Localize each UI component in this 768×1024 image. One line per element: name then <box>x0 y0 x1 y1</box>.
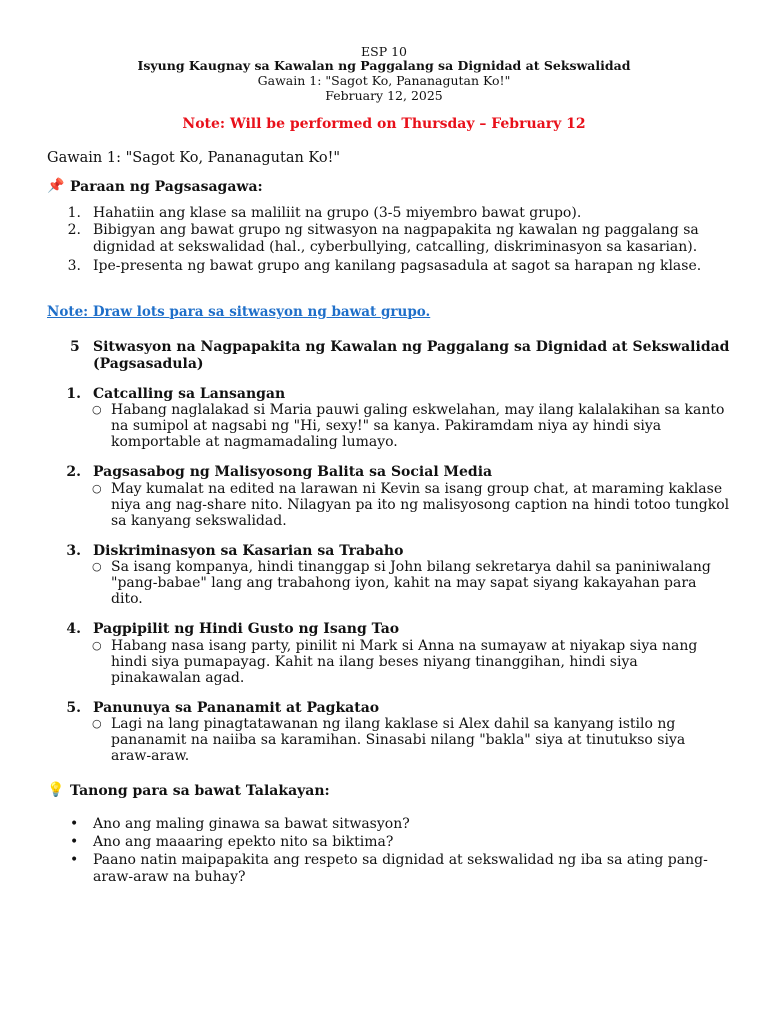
pushpin-icon: 📌 <box>47 178 65 194</box>
activity-line: Gawain 1: "Sagot Ko, Pananagutan Ko!" <box>257 73 511 88</box>
situation-text: pananamit na naiiba sa karamihan. Sinasabi nilang "bakla" siya at tinutukso siya <box>111 732 686 748</box>
situations-heading: Sitwasyon na Nagpapakita ng Kawalan ng Paggalang sa Dignidad at Sekswalidad <box>93 339 730 355</box>
circle-bullet-icon: ○ <box>92 560 102 573</box>
document-title: Isyung Kaugnay sa Kawalan ng Paggalang sa Dignidad at Sekswalidad <box>137 58 631 73</box>
step-number: 1. <box>67 205 81 221</box>
questions-heading: Tanong para sa bawat Talakayan: <box>70 783 330 799</box>
circle-bullet-icon: ○ <box>92 717 102 730</box>
situation-text: Lagi na lang pinagtatawanan ng ilang kaklase si Alex dahil sa kanyang istilo ng <box>111 716 676 732</box>
question-text: Paano natin maipapakita ang respeto sa dignidad at sekswalidad ng iba sa ating pang- <box>93 852 708 868</box>
situation-text: araw-araw. <box>111 748 190 764</box>
bullet-icon: • <box>70 816 79 832</box>
step-number: 2. <box>67 222 81 238</box>
question-text: araw-araw na buhay? <box>93 869 246 885</box>
bullet-icon: • <box>70 834 79 850</box>
situation-number: 3. <box>66 543 81 559</box>
situation-number: 1. <box>66 386 81 402</box>
situation-text: komportable at nagmamadaling lumayo. <box>111 434 398 450</box>
procedure-heading: Paraan ng Pagsasagawa: <box>70 179 263 195</box>
situations-count: 5 <box>70 339 80 355</box>
situation-text: sa kanyang sekswalidad. <box>111 513 287 529</box>
situation-title: Catcalling sa Lansangan <box>93 386 286 402</box>
step-text: Ipe-presenta ng bawat grupo ang kanilang pagsasadula at sagot sa harapan ng klase. <box>93 258 702 274</box>
step-number: 3. <box>67 258 81 274</box>
situation-text: niya ang nag-share nito. Nilagyan pa ito ng malisyosong caption na hindi totoo tungkol <box>111 497 730 513</box>
situation-number: 4. <box>66 621 81 637</box>
question-text: Ano ang maaaring epekto nito sa biktima? <box>93 834 394 850</box>
situation-text: dito. <box>111 591 143 607</box>
situation-title: Diskriminasyon sa Kasarian sa Trabaho <box>93 543 404 559</box>
situation-number: 5. <box>66 700 81 716</box>
situation-text: May kumalat na edited na larawan ni Kevin sa isang group chat, at maraming kaklase <box>111 481 723 497</box>
situation-title: Pagpipilit ng Hindi Gusto ng Isang Tao <box>93 621 400 637</box>
gawain-label: Gawain 1: "Sagot Ko, Pananagutan Ko!" <box>47 150 341 166</box>
step-text: Bibigyan ang bawat grupo ng sitwasyon na nagpapakita ng kawalan ng paggalang sa <box>93 222 699 238</box>
lightbulb-icon: 💡 <box>47 782 65 798</box>
situation-text: hindi siya pumapayag. Kahit na ilang beses niyang tinanggihan, hindi siya <box>111 654 638 670</box>
bullet-icon: • <box>70 852 79 868</box>
circle-bullet-icon: ○ <box>92 482 102 495</box>
circle-bullet-icon: ○ <box>92 403 102 416</box>
subject-line: ESP 10 <box>361 44 407 59</box>
circle-bullet-icon: ○ <box>92 639 102 652</box>
question-text: Ano ang maling ginawa sa bawat sitwasyon? <box>93 816 410 832</box>
situations-heading: (Pagsasadula) <box>93 356 204 372</box>
date-line: February 12, 2025 <box>325 88 443 103</box>
situation-title: Pagsasabog ng Malisyosong Balita sa Social Media <box>93 464 493 480</box>
situation-text: na sumipol at nagsabi ng "Hi, sexy!" sa kanya. Pakiramdam niya ay hindi siya <box>111 418 662 434</box>
step-text: dignidad at sekswalidad (hal., cyberbullying, catcalling, diskriminasyon sa kasarian). <box>93 239 698 255</box>
step-text: Hahatiin ang klase sa maliliit na grupo (3-5 miyembro bawat grupo). <box>93 205 582 221</box>
situation-text: Sa isang kompanya, hindi tinanggap si John bilang sekretarya dahil sa paniniwalang <box>111 559 711 575</box>
situation-text: Habang nasa isang party, pinilit ni Mark si Anna na sumayaw at niyakap siya nang <box>111 638 698 654</box>
situation-text: Habang naglalakad si Maria pauwi galing eskwelahan, may ilang kalalakihan sa kanto <box>111 402 725 418</box>
situation-text: "pang-babae" lang ang trabahong iyon, kahit na may sapat siyang kakayahan para <box>111 575 697 591</box>
situation-title: Panunuya sa Pananamit at Pagkatao <box>93 700 380 716</box>
draw-lots-note: Note: Draw lots para sa sitwasyon ng bawat grupo. <box>47 304 431 320</box>
performance-note: Note: Will be performed on Thursday – February 12 <box>182 116 586 132</box>
situation-number: 2. <box>66 464 81 480</box>
situation-text: pinakawalan agad. <box>111 670 245 686</box>
